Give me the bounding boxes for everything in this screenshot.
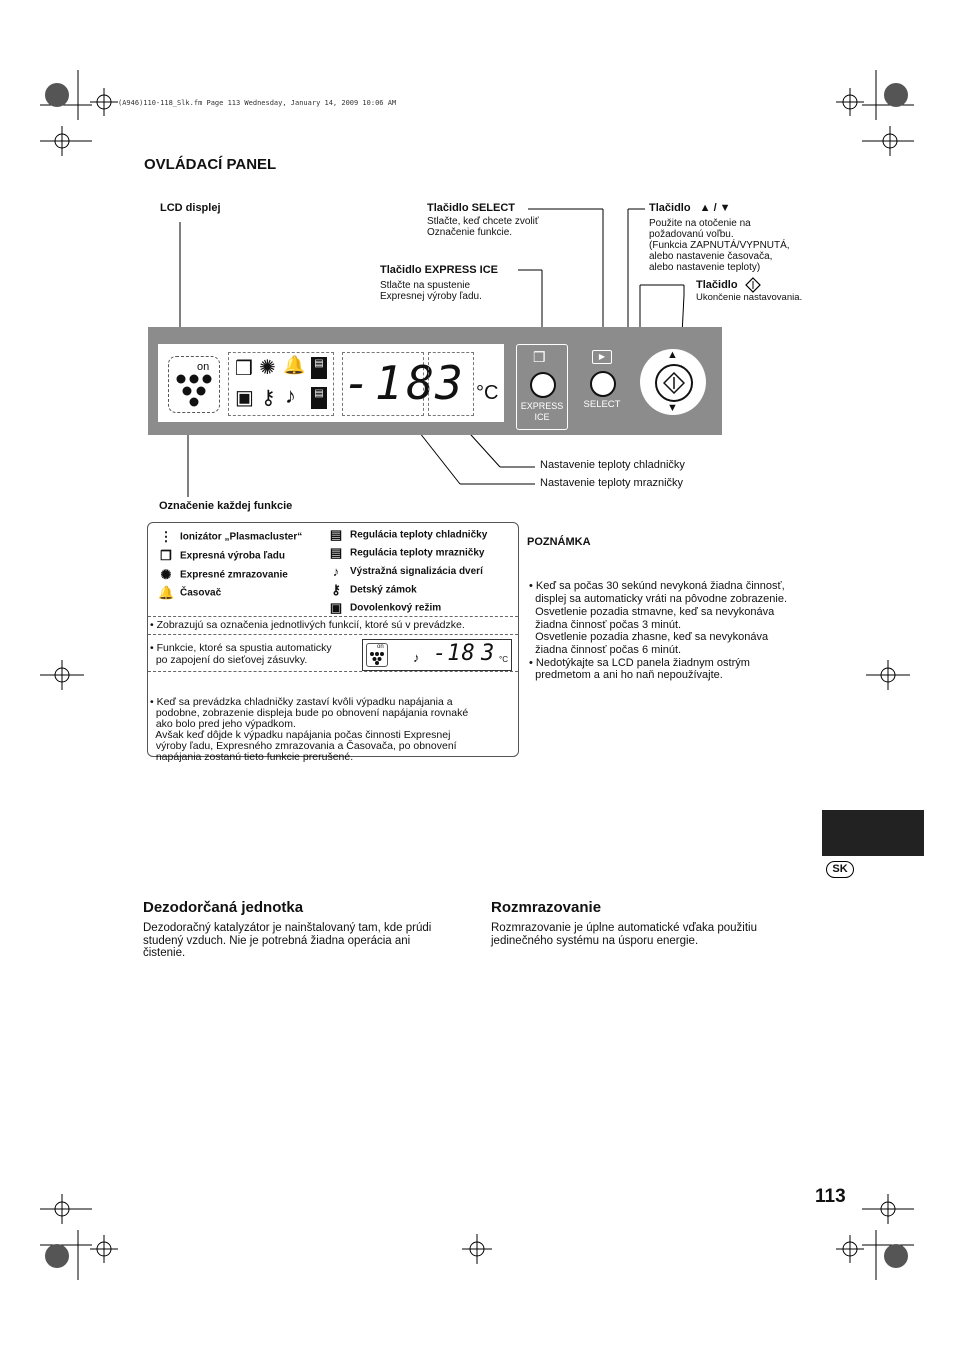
music-note-icon: ♪ <box>413 650 420 665</box>
mini-freezer-display: -18 <box>433 641 476 666</box>
defrost-title: Rozmrazovanie <box>491 899 602 916</box>
confirm-button-title: Tlačidlo <box>696 277 761 293</box>
note-text: • Keď sa počas 30 sekúnd nevykoná žiadna činnosť, displej sa automaticky vráti na pôvodne zobrazenie. Osvetlenie pozadia stmavne, keď sa nevykonáva žiadna činnosť počas 3 minút. Osvetlenie pozadia zhasne, keď sa nevykonáva žiadna činnosť počas 6 minút. • Nedotýkajte sa LCD panela žiadnym ostrým predmetom a ani ho naň nepoužívajte. <box>529 580 788 682</box>
celsius-unit: °C <box>476 382 499 404</box>
print-header: (A946)110-118_Slk.fm Page 113 Wednesday, January 14, 2009 10:06 AM <box>118 99 397 107</box>
express-ice-button-area <box>516 344 568 430</box>
legend-item-child-lock: ⚷ Detský zámok <box>328 582 417 598</box>
deodorizer-title: Dezodorčaná jednotka <box>143 899 304 916</box>
express-ice-icon: ❒ <box>533 349 546 365</box>
bell-icon: 🔔 <box>283 355 306 375</box>
select-button[interactable] <box>590 371 616 397</box>
defrost-text: Rozmrazovanie je úplne automatické vďaka použitiu jedinečného systému na úsporu energie. <box>491 922 757 947</box>
diamond-icon <box>663 372 685 394</box>
up-down-arrow-icon: ▲ / ▼ <box>699 202 731 214</box>
legend-item-timer: 🔔 Časovač <box>158 585 222 600</box>
legend-bullet-2: • Funkcie, ktoré sa spustia automaticky po zapojení do sieťovej zásuvky. <box>150 642 332 666</box>
select-button-desc: Stlačte, keď chcete zvoliť Označenie funkcie. <box>427 216 539 238</box>
function-indicator-label: Označenie každej funkcie <box>159 500 293 512</box>
language-badge: SK <box>826 861 854 878</box>
key-icon: ⚷ <box>261 387 276 409</box>
confirm-button-desc: Ukončenie nastavovania. <box>696 292 803 303</box>
divider <box>148 634 518 635</box>
function-legend-box <box>147 522 519 763</box>
ion-dots-icon <box>369 651 385 665</box>
legend-bullet-1: • Zobrazujú sa označenia jednotlivých funkcií, ktoré sú v prevádzke. <box>150 619 465 631</box>
control-panel <box>148 327 722 435</box>
suitcase-icon: ▣ <box>329 600 343 615</box>
select-label: SELECT <box>583 399 621 410</box>
suitcase-icon: ▣ <box>235 387 254 409</box>
freezer-regulation-icon: ▤ <box>329 545 343 560</box>
legend-item-freezer-regulation: ▤ Regulácia teploty mrazničky <box>329 545 485 560</box>
legend-item-express-ice: ❒ Expresná výroba ľadu <box>158 548 285 564</box>
updown-dial[interactable] <box>640 349 706 415</box>
up-arrow-icon[interactable]: ▲ <box>667 349 678 361</box>
legend-item-fridge-regulation: ▤ Regulácia teploty chladničky <box>329 527 488 542</box>
mini-unit: °C <box>499 655 508 664</box>
section-title: OVLÁDACÍ PANEL <box>144 156 277 173</box>
divider <box>148 671 518 672</box>
legend-item-plasmacluster: ⋮ Ionizátor „Plasmacluster“ <box>159 529 303 544</box>
mini-fridge-display: 3 <box>481 641 499 666</box>
confirm-button[interactable] <box>655 364 693 402</box>
express-button-desc: Stlačte na spustenie Expresnej výroby ľadu. <box>380 280 482 302</box>
ion-dots-icon: ⋮ <box>159 529 173 544</box>
updown-button-desc: Použite na otočenie na požadovanú voľbu. (Funkcia ZAPNUTÁ/VYPNUTÁ, alebo nastavenie časovača, alebo nastavenie teploty) <box>649 218 790 273</box>
select-button-title: Tlačidlo SELECT <box>427 202 516 214</box>
divider <box>148 616 518 617</box>
down-arrow-icon[interactable]: ▼ <box>667 402 678 414</box>
fridge-temperature-display: 3 <box>428 352 474 416</box>
fridge-regulation-icon: ▤ <box>311 357 327 379</box>
express-ice-label: EXPRESS ICE <box>520 401 564 422</box>
legend-item-express-freeze: ✺ Expresné zmrazovanie <box>158 567 288 583</box>
fridge-regulation-icon: ▤ <box>329 527 343 542</box>
fridge-temp-label: Nastavenie teploty chladničky <box>540 459 685 471</box>
ion-dots-icon <box>175 371 215 409</box>
on-label: on <box>197 361 210 373</box>
ice-cube-icon: ❒ <box>160 548 172 563</box>
snowflake-icon: ✺ <box>259 357 276 379</box>
music-note-icon: ♪ <box>285 383 296 408</box>
express-button-title: Tlačidlo EXPRESS ICE <box>380 264 498 276</box>
ice-cube-icon: ❒ <box>235 358 253 380</box>
select-icon: ▶ <box>592 350 612 364</box>
key-icon: ⚷ <box>331 582 341 597</box>
legend-item-vacation: ▣ Dovolenkový režim <box>329 600 442 615</box>
lcd-display-label: LCD displej <box>160 202 221 214</box>
freezer-temperature-display: -18 <box>342 352 424 416</box>
mini-lcd-display <box>362 639 512 671</box>
legend-bullet-3: • Keď sa prevádzka chladničky zastaví kvôli výpadku napájania a podobne, zobrazenie displeja bude po obnovení napájania rovnaké ako bolo pred jeho výpadkom. Avšak keď dôjde k výpadku napájania počas činnosti Expresnej výroby ľadu, Expresného zmrazovania a Časovača, po obnovení napájania zostanú tieto funkcie prerušené. <box>150 696 469 763</box>
freezer-regulation-icon: ▤ <box>311 387 327 409</box>
note-title: POZNÁMKA <box>527 536 591 548</box>
chapter-tab <box>822 810 924 856</box>
freezer-temp-label: Nastavenie teploty mrazničky <box>540 477 684 489</box>
plasmacluster-indicator <box>168 356 220 413</box>
updown-button-title: Tlačidlo ▲ / ▼ <box>649 202 731 214</box>
deodorizer-text: Dezodoračný katalyzátor je nainštalovaný tam, kde prúdi studený vzduch. Nie je potrebná žiadna operácia ani čistenie. <box>143 922 432 959</box>
mini-plasmacluster-indicator: on <box>366 643 388 667</box>
legend-item-door-alarm: ♪ Výstražná signalizácia dverí <box>328 564 483 579</box>
music-note-icon: ♪ <box>332 564 340 579</box>
snowflake-icon: ✺ <box>160 567 172 582</box>
bell-icon: 🔔 <box>158 585 175 600</box>
function-icons-group <box>228 352 334 416</box>
page-number: 113 <box>815 1186 846 1207</box>
express-ice-button[interactable] <box>530 372 556 398</box>
lcd-display <box>158 344 504 422</box>
